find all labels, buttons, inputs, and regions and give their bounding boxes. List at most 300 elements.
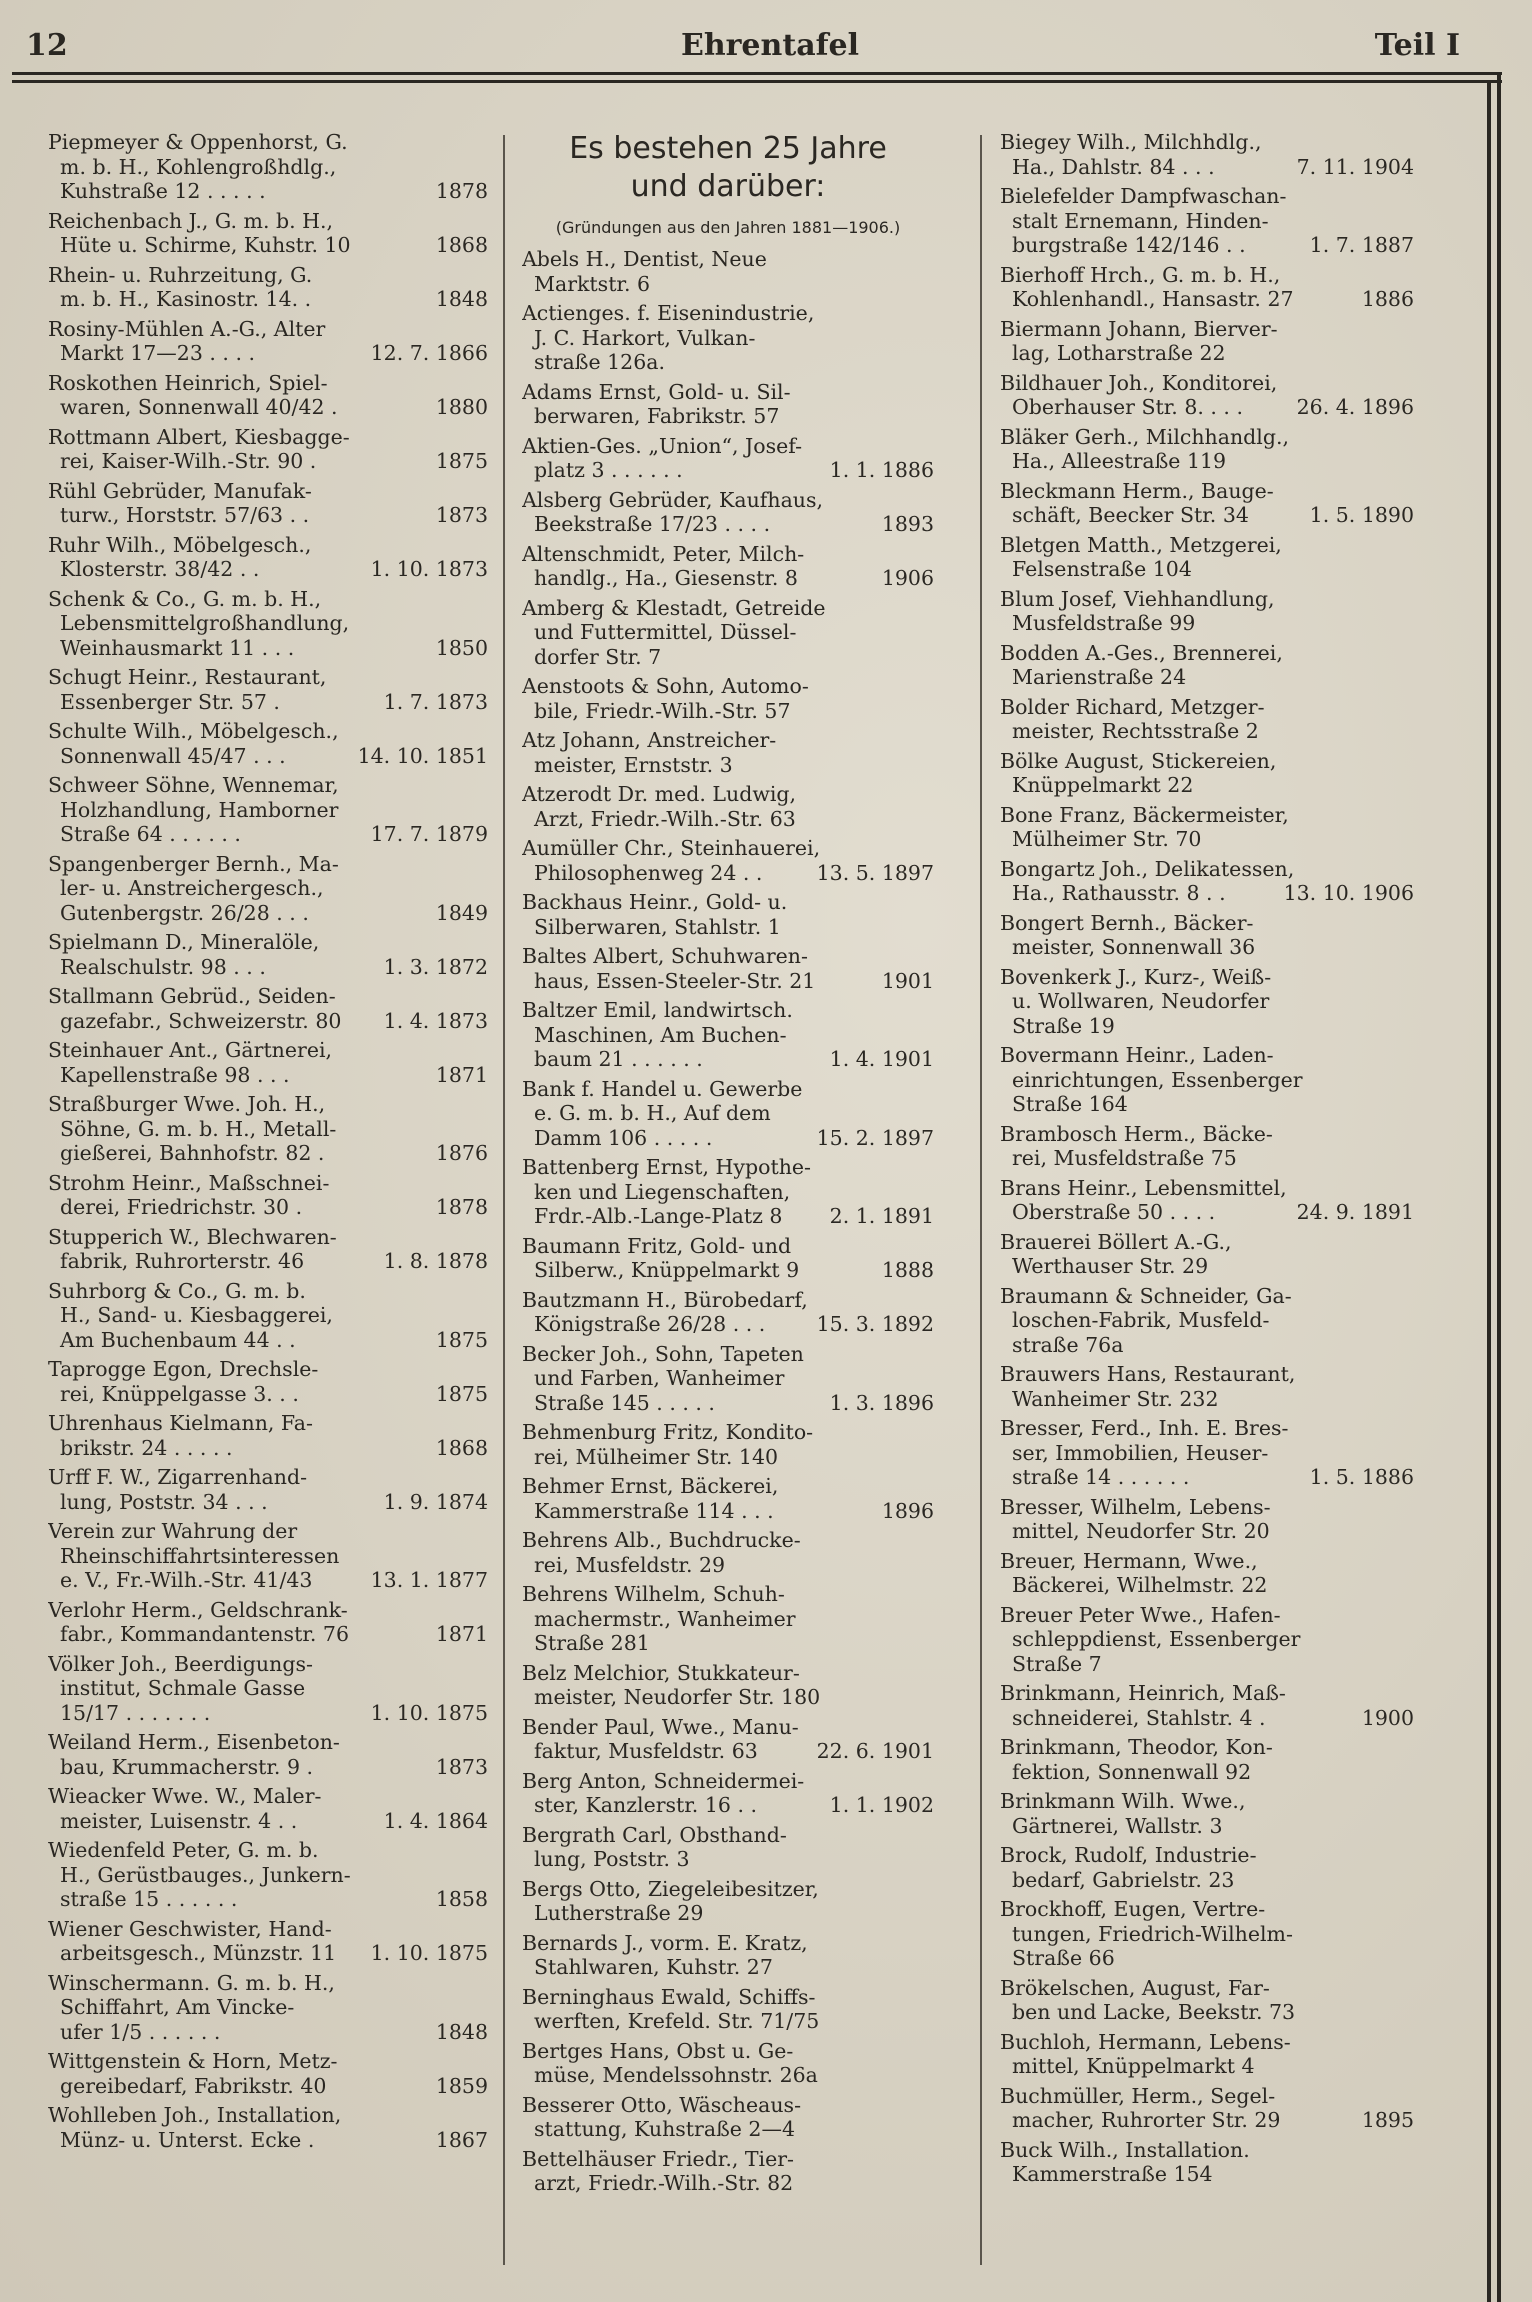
entry-line: straße 15 . . . . . . <box>60 1887 238 1911</box>
entry-line: Bank f. Handel u. Gewerbe <box>522 1076 803 1101</box>
entry-line: Bläker Gerh., Milchhandlg., <box>1000 424 1290 449</box>
directory-entry <box>522 674 934 723</box>
column-middle <box>522 130 934 2201</box>
entry-line: Straße 164 <box>1012 1092 1128 1116</box>
directory-entry <box>48 2103 488 2152</box>
entry-line: platz 3 . . . . . . <box>534 458 683 482</box>
entry-date: 1901 <box>881 968 934 993</box>
entry-line: Straße 64 . . . . . . <box>60 822 241 846</box>
right-rule-inner <box>1487 80 1491 2302</box>
entry-line: rei, Knüppelgasse 3. . . <box>60 1381 299 1406</box>
entry-date: 24. 9. 1891 <box>1296 1200 1414 1224</box>
directory-entry <box>522 596 934 670</box>
entry-line: Berg Anton, Schneidermei- <box>522 1768 805 1793</box>
directory-entry <box>48 1838 488 1912</box>
directory-entry <box>522 1155 934 1229</box>
entry-line: Altenschmidt, Peter, Milch- <box>522 541 805 566</box>
directory-entry <box>522 2093 934 2142</box>
entry-line: Bongartz Joh., Delikatessen, <box>1000 856 1295 881</box>
entry-date: 1. 10. 1875 <box>370 1700 488 1725</box>
entry-date: 1878 <box>435 179 488 203</box>
entry-line: Schweer Söhne, Wennemar, <box>48 773 339 797</box>
directory-entry <box>48 1971 488 2045</box>
entry-date: 1896 <box>881 1498 934 1523</box>
entry-line: Actienges. f. Eisenindustrie, <box>522 301 815 325</box>
entry-line: Ha., Rathausstr. 8 . . <box>1012 881 1226 905</box>
entry-line: und Farben, Wanheimer <box>534 1366 785 1390</box>
directory-entry <box>522 2039 934 2088</box>
entry-line: Belz Melchior, Stukkateur- <box>522 1660 800 1685</box>
entry-line: Buchloh, Hermann, Lebens- <box>1000 2029 1291 2054</box>
directory-entry <box>48 1279 488 1353</box>
entry-date: 1. 7. 1887 <box>1309 233 1414 257</box>
entry-date: 1886 <box>1361 287 1414 311</box>
entry-line: Bildhauer Joh., Konditorei, <box>1000 370 1278 395</box>
entry-line: Straße 7 <box>1012 1651 1102 1676</box>
entry-line: bile, Friedr.-Wilh.-Str. 57 <box>534 698 791 723</box>
entry-line: Straßburger Wwe. Joh. H., <box>48 1092 326 1116</box>
entry-line: Bergrath Carl, Obsthand- <box>522 1822 787 1847</box>
column-divider-1 <box>503 135 505 2265</box>
directory-entry <box>48 1038 488 1087</box>
entry-line: Markt 17—23 . . . . <box>60 341 255 365</box>
entry-line: straße 76a <box>1012 1332 1124 1357</box>
entry-line: Ruhr Wilh., Möbelgesch., <box>48 532 312 557</box>
directory-entry <box>522 1715 934 1764</box>
entry-date: 1. 1. 1902 <box>829 1793 934 1817</box>
directory-entry <box>1000 1230 1414 1279</box>
entry-date: 15. 3. 1892 <box>816 1312 934 1336</box>
entry-date: 7. 11. 1904 <box>1296 154 1414 179</box>
section-heading-line1: Es bestehen 25 Jahre <box>569 131 887 166</box>
directory-entry <box>1000 1176 1414 1225</box>
entry-line: Brock, Rudolf, Industrie- <box>1000 1843 1257 1867</box>
entry-line: u. Wollwaren, Neudorfer <box>1012 989 1270 1013</box>
entry-line: Baltes Albert, Schuhwaren- <box>522 944 808 968</box>
entry-line: Bergs Otto, Ziegeleibesitzer, <box>522 1876 819 1901</box>
directory-entry <box>48 1598 488 1647</box>
directory-entry <box>48 317 488 366</box>
entry-line: Backhaus Heinr., Gold- u. <box>522 890 788 914</box>
entry-line: bedarf, Gabrielstr. 23 <box>1012 1867 1235 1892</box>
directory-entry <box>1000 1843 1414 1892</box>
entry-line: Wanheimer Str. 232 <box>1012 1386 1219 1411</box>
entry-line: Brinkmann, Theodor, Kon- <box>1000 1735 1273 1759</box>
entry-date: 1867 <box>435 2127 488 2152</box>
entry-line: bau, Krummacherstr. 9 . <box>60 1754 314 1779</box>
entry-date: 1900 <box>1361 1705 1414 1730</box>
entry-line: straße 14 . . . . . . <box>1012 1465 1190 1489</box>
entry-line: Realschulstr. 98 . . . <box>60 954 266 979</box>
entry-line: werften, Krefeld. Str. 71/75 <box>534 2009 820 2033</box>
directory-entry <box>1000 2138 1414 2187</box>
entry-line: institut, Schmale Gasse <box>60 1676 306 1700</box>
entry-line: berwaren, Fabrikstr. 57 <box>534 404 780 428</box>
directory-entry <box>1000 533 1414 582</box>
entry-line: Musfeldstraße 99 <box>1012 611 1196 635</box>
entry-date: 1875 <box>435 1327 488 1352</box>
directory-entry <box>522 247 934 296</box>
entry-date: 1876 <box>435 1141 488 1165</box>
entry-line: Kammerstraße 114 . . . <box>534 1498 774 1523</box>
entry-date: 1. 4. 1901 <box>829 1047 934 1071</box>
entry-date: 1. 4. 1864 <box>383 1808 488 1833</box>
entry-date: 1. 7. 1873 <box>383 689 488 714</box>
entry-line: Bielefelder Dampfwaschan- <box>1000 184 1287 208</box>
directory-entry <box>1000 1362 1414 1411</box>
entry-line: Aenstoots & Sohn, Automo- <box>522 674 809 698</box>
entry-date: 1. 1. 1886 <box>829 458 934 482</box>
entry-date: 15. 2. 1897 <box>816 1125 934 1150</box>
entry-date: 1. 5. 1886 <box>1309 1465 1414 1489</box>
top-rule-inner <box>12 80 1502 83</box>
entry-line: Straße 145 . . . . . <box>534 1390 715 1415</box>
entry-line: Rhein- u. Ruhrzeitung, G. <box>48 262 313 287</box>
directory-entry <box>522 1342 934 1416</box>
entry-date: 14. 10. 1851 <box>357 743 488 768</box>
column-middle-entries <box>522 247 934 2196</box>
directory-entry <box>522 1985 934 2034</box>
entry-line: lung, Poststr. 34 . . . <box>60 1489 268 1514</box>
entry-line: Bletgen Matth., Metzgerei, <box>1000 532 1282 557</box>
entry-line: gießerei, Bahnhofstr. 82 . <box>60 1141 325 1165</box>
directory-entry <box>522 434 934 483</box>
entry-line: Bresser, Wilhelm, Lebens- <box>1000 1494 1271 1519</box>
directory-entry <box>522 2147 934 2196</box>
directory-entry <box>522 1931 934 1980</box>
entry-line: Kammerstraße 154 <box>1012 2162 1213 2186</box>
entry-line: Arzt, Friedr.-Wilh.-Str. 63 <box>534 806 796 831</box>
entry-line: Reichenbach J., G. m. b. H., <box>48 208 334 233</box>
entry-line: Atz Johann, Anstreicher- <box>522 728 777 752</box>
entry-line: ben und Lacke, Beekstr. 73 <box>1012 2000 1296 2024</box>
directory-entry <box>48 1465 488 1514</box>
entry-date: 13. 5. 1897 <box>816 860 934 885</box>
entry-line: Schugt Heinr., Restaurant, <box>48 665 327 689</box>
entry-line: Felsenstraße 104 <box>1012 557 1192 581</box>
directory-entry <box>522 1877 934 1926</box>
directory-entry <box>522 782 934 831</box>
entry-line: Brinkmann, Heinrich, Maß- <box>1000 1681 1286 1705</box>
column-left <box>48 130 488 2157</box>
entry-line: Rühl Gebrüder, Manufak- <box>48 478 312 503</box>
entry-line: Brauwers Hans, Restaurant, <box>1000 1362 1296 1386</box>
directory-entry <box>522 1077 934 1151</box>
entry-date: 1893 <box>881 512 934 536</box>
entry-line: Bongert Bernh., Bäcker- <box>1000 910 1254 935</box>
section-subheading: (Gründungen aus den Jahren 1881—1906.) <box>555 218 901 237</box>
entry-line: Brambosch Herm., Bäcke- <box>1000 1121 1273 1146</box>
entry-line: Behmer Ernst, Bäckerei, <box>522 1474 779 1498</box>
entry-line: Oberstraße 50 . . . . <box>1012 1200 1216 1224</box>
entry-line: Werthauser Str. 29 <box>1012 1254 1209 1278</box>
entry-date: 1871 <box>435 1622 488 1646</box>
entry-line: gereibedarf, Fabrikstr. 40 <box>60 2073 327 2098</box>
entry-line: Adams Ernst, Gold- u. Sil- <box>522 379 791 404</box>
entry-date: 1878 <box>435 1195 488 1219</box>
entry-line: Klosterstr. 38/42 . . <box>60 557 260 581</box>
entry-line: rei, Kaiser-Wilh.-Str. 90 . <box>60 449 317 473</box>
directory-entry <box>48 1357 488 1406</box>
directory-entry <box>1000 641 1414 690</box>
entry-line: meister, Ernststr. 3 <box>534 752 733 777</box>
entry-line: Wohlleben Joh., Installation, <box>48 2103 342 2127</box>
directory-entry <box>48 719 488 768</box>
entry-date: 1. 3. 1872 <box>383 954 488 979</box>
entry-date: 1. 8. 1878 <box>383 1249 488 1273</box>
entry-line: Roskothen Heinrich, Spiel- <box>48 370 328 395</box>
entry-date: 1868 <box>435 1435 488 1460</box>
entry-line: Wieacker Wwe. W., Maler- <box>48 1784 322 1808</box>
entry-line: e. G. m. b. H., Auf dem <box>534 1101 771 1125</box>
entry-line: Philosophenweg 24 . . <box>534 860 763 885</box>
entry-line: Straße 19 <box>1012 1013 1115 1038</box>
entry-line: Bone Franz, Bäckermeister, <box>1000 802 1289 827</box>
entry-line: mittel, Knüppelmarkt 4 <box>1012 2054 1255 2078</box>
entry-line: Frdr.-Alb.-Lange-Platz 8 <box>534 1204 783 1228</box>
directory-entry <box>522 1528 934 1577</box>
directory-entry <box>1000 1043 1414 1117</box>
entry-line: rei, Musfeldstraße 75 <box>1012 1146 1237 1170</box>
entry-line: Behrens Alb., Buchdrucke- <box>522 1528 801 1552</box>
entry-line: meister, Neudorfer Str. 180 <box>534 1685 821 1709</box>
entry-line: Behmenburg Fritz, Kondito- <box>522 1420 814 1444</box>
entry-line: stattung, Kuhstraße 2—4 <box>534 2117 795 2141</box>
entry-line: Schulte Wilh., Möbelgesch., <box>48 719 339 743</box>
directory-entry <box>1000 130 1414 179</box>
right-rule <box>1497 72 1501 2302</box>
entry-line: Rottmann Albert, Kiesbagge- <box>48 424 350 449</box>
entry-date: 2. 1. 1891 <box>829 1204 934 1228</box>
directory-entry <box>1000 1495 1414 1544</box>
entry-line: Maschinen, Am Buchen- <box>534 1022 787 1047</box>
directory-entry <box>48 263 488 312</box>
entry-date: 1848 <box>435 2019 488 2044</box>
directory-entry <box>522 890 934 939</box>
entry-line: und Futtermittel, Düssel- <box>534 620 797 644</box>
entry-line: Damm 106 . . . . . <box>534 1125 713 1150</box>
entry-line: loschen-Fabrik, Musfeld- <box>1012 1308 1270 1332</box>
entry-line: Am Buchenbaum 44 . . <box>60 1327 296 1352</box>
directory-entry <box>48 533 488 582</box>
entry-line: meister, Sonnenwall 36 <box>1012 935 1256 959</box>
entry-line: J. C. Harkort, Vulkan- <box>534 325 756 350</box>
entry-line: handlg., Ha., Giesenstr. 8 <box>534 566 798 590</box>
directory-entry <box>1000 263 1414 312</box>
directory-entry <box>1000 2030 1414 2079</box>
entry-line: einrichtungen, Essenberger <box>1012 1067 1303 1092</box>
entry-line: Straße 281 <box>534 1631 650 1655</box>
entry-line: Stallmann Gebrüd., Seiden- <box>48 984 336 1008</box>
entry-line: H., Sand- u. Kiesbaggerei, <box>60 1303 333 1327</box>
entry-line: Ha., Alleestraße 119 <box>1012 449 1227 473</box>
directory-entry <box>1000 1735 1414 1784</box>
directory-entry <box>522 1234 934 1283</box>
entry-line: Strohm Heinr., Maßschnei- <box>48 1170 330 1195</box>
entry-line: Münz- u. Unterst. Ecke . <box>60 2127 315 2152</box>
directory-entry <box>48 587 488 661</box>
directory-entry <box>48 1092 488 1166</box>
entry-date: 12. 7. 1866 <box>370 341 488 365</box>
entry-line: Bresser, Ferd., Inh. E. Bres- <box>1000 1416 1289 1440</box>
entry-line: Bovenkerk J., Kurz-, Weiß- <box>1000 964 1272 989</box>
entry-date: 1871 <box>435 1062 488 1087</box>
entry-date: 1873 <box>435 503 488 527</box>
entry-line: Atzerodt Dr. med. Ludwig, <box>522 782 797 806</box>
entry-line: Söhne, G. m. b. H., Metall- <box>60 1116 337 1141</box>
entry-line: Rosiny-Mühlen A.-G., Alter <box>48 316 326 341</box>
entry-line: straße 126a. <box>534 350 665 374</box>
entry-line: Wiedenfeld Peter, G. m. b. <box>48 1838 319 1862</box>
entry-line: macher, Ruhrorter Str. 29 <box>1012 2108 1281 2132</box>
entry-date: 13. 1. 1877 <box>370 1568 488 1592</box>
entry-line: Biermann Johann, Bierver- <box>1000 316 1278 341</box>
entry-line: Suhrborg & Co., G. m. b. <box>48 1278 306 1303</box>
entry-line: fabr., Kommandantenstr. 76 <box>60 1622 349 1646</box>
entry-line: Weiland Herm., Eisenbeton- <box>48 1730 340 1754</box>
section-heading-line2: und darüber: <box>630 169 826 204</box>
entry-line: Bautzmann H., Bürobedarf, <box>522 1287 808 1312</box>
entry-line: Brökelschen, August, Far- <box>1000 1975 1270 2000</box>
entry-line: Weinhausmarkt 11 . . . <box>60 635 295 660</box>
entry-line: ster, Kanzlerstr. 16 . . <box>534 1793 757 1817</box>
entry-date: 1906 <box>881 566 934 590</box>
entry-line: Bodden A.-Ges., Brennerei, <box>1000 640 1283 665</box>
entry-line: fabrik, Ruhrorterstr. 46 <box>60 1249 305 1273</box>
directory-entry <box>48 130 488 204</box>
entry-line: machermstr., Wanheimer <box>534 1606 796 1631</box>
column-right <box>1000 130 1414 2192</box>
entry-date: 1. 10. 1875 <box>370 1941 488 1965</box>
entry-line: Gutenbergstr. 26/28 . . . <box>60 900 309 925</box>
entry-line: Wittgenstein & Horn, Metz- <box>48 2049 338 2073</box>
directory-entry <box>1000 2084 1414 2133</box>
entry-line: Buck Wilh., Installation. <box>1000 2137 1250 2162</box>
directory-entry <box>1000 1122 1414 1171</box>
directory-entry <box>522 1661 934 1710</box>
directory-entry <box>48 1519 488 1593</box>
entry-line: Kuhstraße 12 . . . . . <box>60 179 266 203</box>
entry-date: 1. 9. 1874 <box>383 1489 488 1514</box>
entry-date: 1850 <box>435 635 488 660</box>
entry-line: Steinhauer Ant., Gärtnerei, <box>48 1038 333 1062</box>
entry-line: schäft, Beecker Str. 34 <box>1012 503 1249 527</box>
entry-line: faktur, Musfeldstr. 63 <box>534 1739 758 1763</box>
entry-line: Spangenberger Bernh., Ma- <box>48 851 339 876</box>
entry-line: Essenberger Str. 57 . <box>60 689 280 714</box>
directory-entry <box>522 1420 934 1469</box>
entry-line: Blum Josef, Viehhandlung, <box>1000 586 1275 611</box>
entry-line: Bovermann Heinr., Laden- <box>1000 1043 1274 1067</box>
entry-date: 13. 10. 1906 <box>1283 881 1414 905</box>
entry-line: ken und Liegenschaften, <box>534 1179 791 1204</box>
entry-line: Abels H., Dentist, Neue <box>522 247 767 271</box>
entry-date: 1859 <box>435 2073 488 2098</box>
entry-line: Beekstraße 17/23 . . . . <box>534 512 771 536</box>
entry-line: meister, Rechtsstraße 2 <box>1012 719 1259 743</box>
entry-line: stalt Ernemann, Hinden- <box>1012 208 1269 233</box>
entry-line: Silberwaren, Stahlstr. 1 <box>534 914 781 939</box>
entry-line: Bierhoff Hrch., G. m. b. H., <box>1000 262 1281 287</box>
entry-line: Amberg & Klestadt, Getreide <box>522 595 826 620</box>
entry-line: Berninghaus Ewald, Schiffs- <box>522 1984 816 2009</box>
entry-line: rei, Mülheimer Str. 140 <box>534 1444 779 1469</box>
entry-line: Behrens Wilhelm, Schuh- <box>522 1582 785 1606</box>
entry-date: 1. 5. 1890 <box>1309 503 1414 527</box>
entry-line: baum 21 . . . . . . <box>534 1047 703 1071</box>
directory-entry <box>522 836 934 885</box>
directory-entry <box>48 1411 488 1460</box>
entry-line: arbeitsgesch., Münzstr. 11 <box>60 1941 337 1965</box>
directory-entry <box>48 2049 488 2098</box>
entry-line: Schenk & Co., G. m. b. H., <box>48 586 322 611</box>
entry-line: müse, Mendelssohnstr. 26a <box>534 2063 818 2087</box>
directory-entry <box>522 1288 934 1337</box>
entry-line: gazefabr., Schweizerstr. 80 <box>60 1008 342 1033</box>
directory-entry <box>48 852 488 926</box>
entry-line: Bäckerei, Wilhelmstr. 22 <box>1012 1573 1268 1597</box>
entry-line: Stahlwaren, Kuhstr. 27 <box>534 1955 773 1979</box>
directory-entry <box>1000 695 1414 744</box>
entry-line: Taprogge Egon, Drechsle- <box>48 1357 319 1381</box>
directory-entry <box>48 425 488 474</box>
entry-line: Aumüller Chr., Steinhauerei, <box>522 836 821 860</box>
page-title: Ehrentafel <box>680 28 860 63</box>
directory-entry <box>48 1652 488 1726</box>
page-header <box>0 22 1532 78</box>
entry-line: Bernards J., vorm. E. Kratz, <box>522 1930 808 1955</box>
entry-line: ufer 1/5 . . . . . . <box>60 2019 221 2044</box>
entry-date: 1848 <box>435 287 488 311</box>
directory-entry <box>48 1784 488 1833</box>
entry-line: Bleckmann Herm., Bauge- <box>1000 478 1274 503</box>
directory-entry <box>48 1730 488 1779</box>
directory-entry <box>1000 371 1414 420</box>
top-rule <box>12 72 1502 75</box>
directory-entry <box>1000 749 1414 798</box>
entry-line: Königstraße 26/28 . . . <box>534 1312 766 1336</box>
entry-line: Straße 66 <box>1012 1946 1115 1970</box>
page-number: 12 <box>26 28 68 63</box>
entry-line: Bölke August, Stickereien, <box>1000 748 1277 773</box>
entry-date: 1875 <box>435 1381 488 1406</box>
entry-line: Battenberg Ernst, Hypothe- <box>522 1155 811 1179</box>
directory-entry <box>522 1823 934 1872</box>
entry-line: Holzhandlung, Hamborner <box>60 797 339 822</box>
directory-entry <box>1000 587 1414 636</box>
entry-line: Stupperich W., Blechwaren- <box>48 1224 337 1249</box>
entry-line: Urff F. W., Zigarrenhand- <box>48 1465 308 1489</box>
entry-line: Bender Paul, Wwe., Manu- <box>522 1714 799 1739</box>
entry-date: 1. 3. 1896 <box>829 1390 934 1415</box>
part-label: Teil I <box>1374 28 1460 63</box>
directory-entry <box>522 380 934 429</box>
directory-entry <box>48 371 488 420</box>
entry-line: Kapellenstraße 98 . . . <box>60 1062 290 1087</box>
directory-entry <box>1000 1681 1414 1730</box>
directory-entry <box>1000 1416 1414 1490</box>
directory-entry <box>48 1171 488 1220</box>
directory-entry <box>1000 425 1414 474</box>
entry-line: Spielmann D., Mineralöle, <box>48 930 320 954</box>
entry-line: Brinkmann Wilh. Wwe., <box>1000 1789 1246 1813</box>
directory-entry <box>522 998 934 1072</box>
entry-date: 1880 <box>435 395 488 419</box>
entry-line: Verein zur Wahrung der <box>48 1519 298 1543</box>
entry-line: Becker Joh., Sohn, Tapeten <box>522 1341 804 1366</box>
entry-line: Brans Heinr., Lebensmittel, <box>1000 1175 1287 1200</box>
entry-line: Winschermann. G. m. b. H., <box>48 1970 335 1995</box>
